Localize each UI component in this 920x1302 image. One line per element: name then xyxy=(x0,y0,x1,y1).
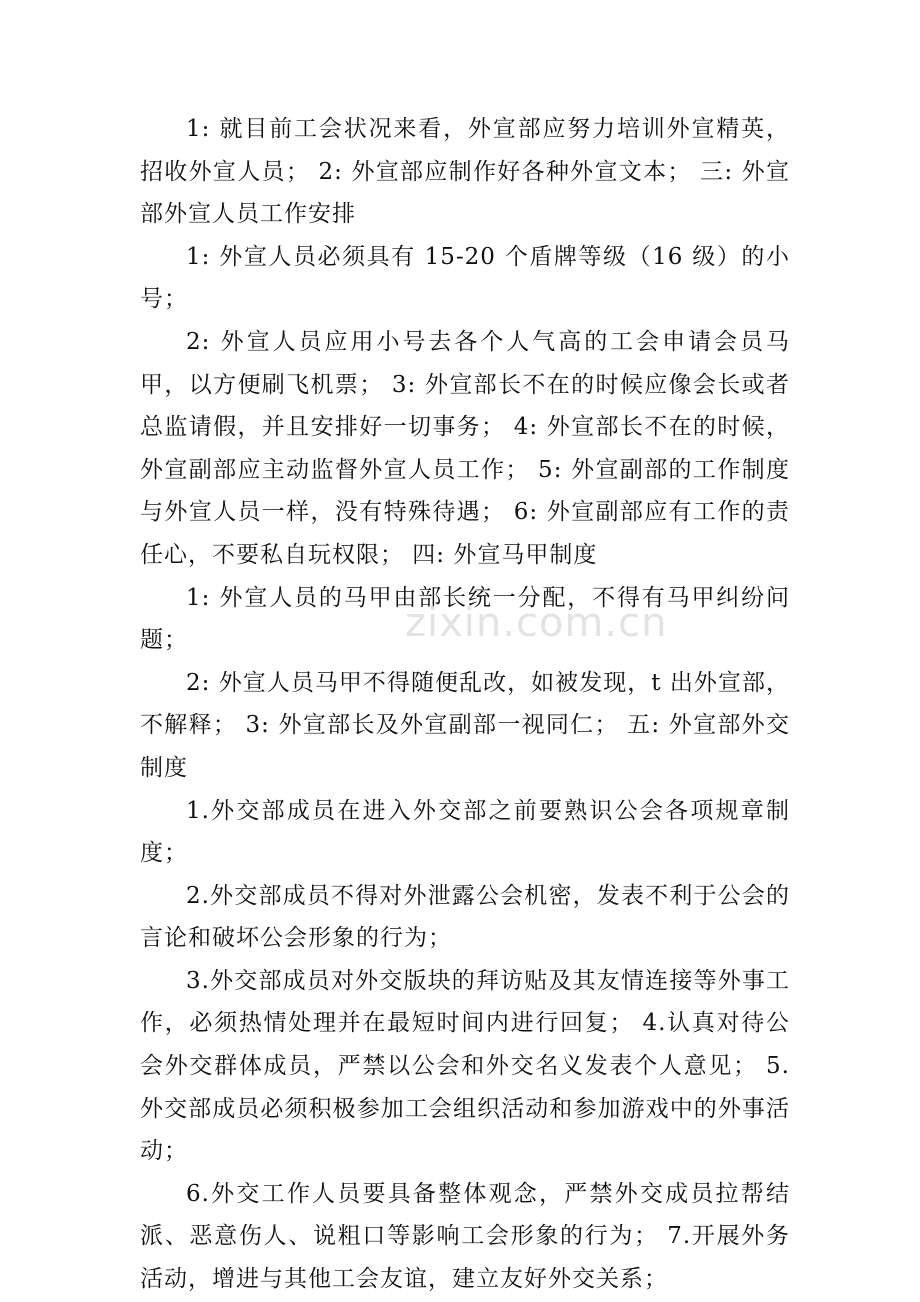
paragraph: 1: 外宣人员必须具有 15-20 个盾牌等级（16 级）的小号； xyxy=(140,243,790,313)
paragraph: 3.外交部成员对外交版块的拜访贴及其友情连接等外事工作，必须热情处理并在最短时间内进行回复； 4.认真对待公会外交群体成员，严禁以公会和外交名义发表个人意见； 5.外交部成员必须积极参加工会组织活动和参加游戏中的外事活动； xyxy=(140,967,790,1165)
paragraph: 6.外交工作人员要具备整体观念，严禁外交成员拉帮结派、恶意伤人、说粗口等影响工会形象的行为； 7.开展外务活动，增进与其他工会友谊，建立友好外交关系； xyxy=(140,1180,790,1293)
paragraph: 2: 外宣人员马甲不得随便乱改，如被发现，t 出外宣部，不解释； 3: 外宣部长及外宣副部一视同仁； 五: 外宣部外交制度 xyxy=(140,669,790,781)
paragraph: 2.外交部成员不得对外泄露公会机密，发表不利于公会的言论和破坏公会形象的行为； xyxy=(140,882,790,952)
paragraph: 1: 外宣人员的马甲由部长统一分配，不得有马甲纠纷问题； xyxy=(140,584,790,654)
document-body xyxy=(140,108,790,1301)
paragraph: 1: 就目前工会状况来看，外宣部应努力培训外宣精英，招收外宣人员； 2: 外宣部应制作好各种外宣文本； 三: 外宣部外宣人员工作安排 xyxy=(140,116,790,228)
watermark: zixin.com.cn xyxy=(405,600,668,646)
paragraph: 2: 外宣人员应用小号去各个人气高的工会申请会员马甲，以方便刷飞机票； 3: 外宣部长不在的时候应像会长或者总监请假，并且安排好一切事务； 4: 外宣部长不在的时候，外宣副部应主动监督外宣人员工作； 5: 外宣副部的工作制度与外宣人员一样，没有特殊待遇； 6: 外宣副部应有工作的责任心，不要私自玩权限； 四: 外宣马甲制度 xyxy=(140,328,790,568)
paragraph: 1.外交部成员在进入外交部之前要熟识公会各项规章制度； xyxy=(140,797,790,867)
